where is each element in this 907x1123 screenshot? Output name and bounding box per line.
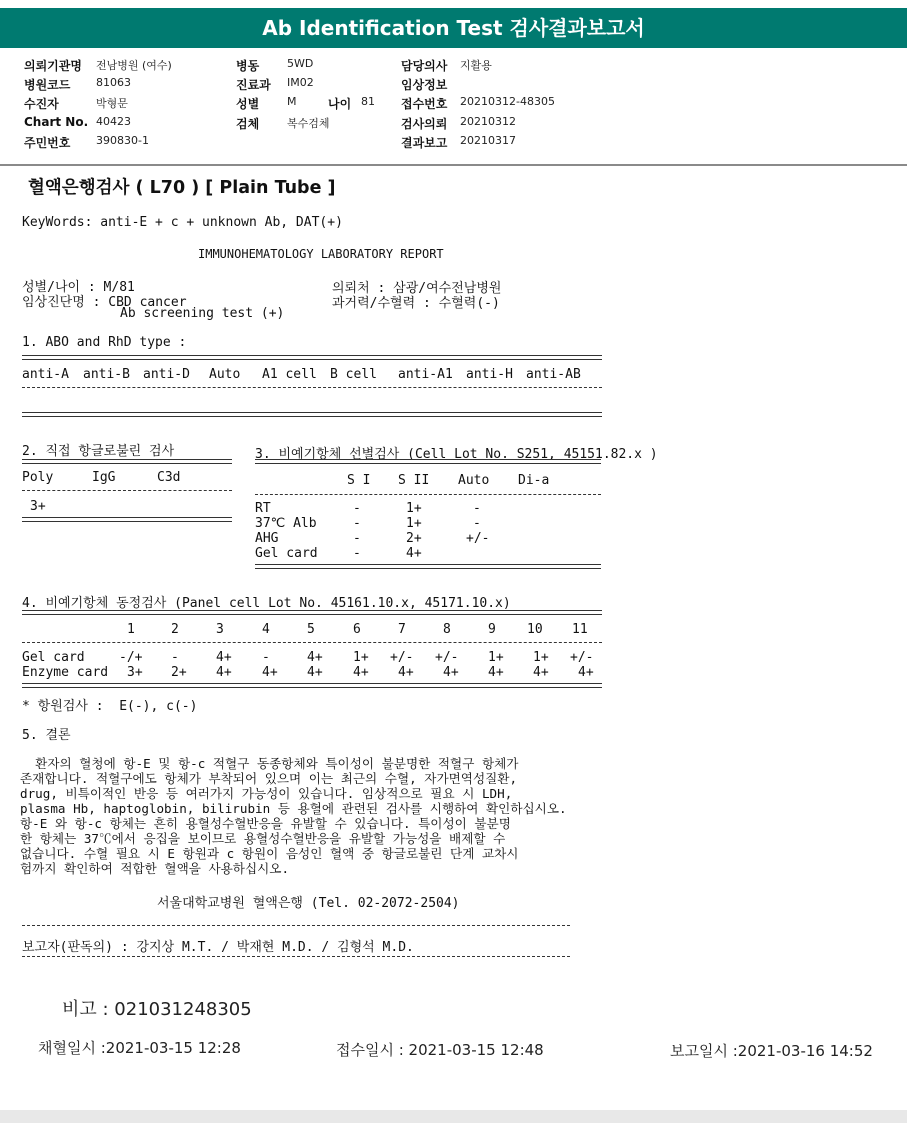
gel-card-value: 1+ (488, 650, 504, 665)
gel-card-value: - (262, 650, 270, 665)
conclusion-line: 없습니다. 수혈 필요 시 E 항원과 c 항원이 음성인 혈액 중 항글로불린 단계 교차시 (20, 846, 519, 861)
receipt-value: 20210312-48305 (460, 95, 555, 108)
gel-card-value: - (171, 650, 179, 665)
separator (255, 564, 601, 569)
s3-auto: - (473, 501, 481, 516)
gel-card-value: +/- (390, 650, 414, 665)
hospital-code-value: 81063 (96, 76, 131, 89)
reported-time: 보고일시 :2021-03-16 14:52 (670, 1042, 873, 1060)
age-value: 81 (361, 95, 375, 108)
s1-header: anti-A (22, 367, 69, 382)
conclusion-line: 험까지 확인하여 적합한 혈액을 사용하십시오. (20, 861, 290, 876)
s1-header: B cell (330, 367, 377, 382)
panel-cell-number: 6 (353, 622, 361, 637)
separator (22, 517, 232, 522)
institution-label: 의뢰기관명 (24, 59, 82, 73)
panel-cell-number: 5 (307, 622, 315, 637)
doctor-label: 담당의사 (401, 59, 448, 73)
enzyme-card-value: 4+ (533, 665, 549, 680)
s3-row-label: RT (255, 501, 271, 516)
panel-cell-number: 3 (216, 622, 224, 637)
s1-header: Auto (209, 367, 241, 382)
lab-report-title: IMMUNOHEMATOLOGY LABORATORY REPORT (198, 247, 444, 261)
recipient-label: 수진자 (24, 97, 59, 111)
enzyme-card-value: 4+ (216, 665, 232, 680)
s3-sii: 1+ (406, 501, 422, 516)
s3-header: S I (347, 473, 371, 488)
s3-si: - (353, 546, 361, 561)
conclusion-line: drug, 비특이적인 반응 등 여러가지 가능성이 있습니다. 임상적으로 필요 시 LDH, (20, 786, 513, 801)
hospital-code-label: 병원코드 (24, 78, 71, 92)
s1-header: anti-D (143, 367, 190, 382)
s3-sii: 2+ (406, 531, 422, 546)
enzyme-card-value: 4+ (307, 665, 323, 680)
s1-header: anti-H (466, 367, 513, 382)
keywords: KeyWords: anti-E + c + unknown Ab, DAT(+) (22, 215, 343, 230)
enzyme-card-value: 4+ (488, 665, 504, 680)
ward-value: 5WD (287, 57, 314, 70)
enzyme-card-value: 4+ (353, 665, 369, 680)
separator (22, 459, 232, 464)
sex-label: 성별 (236, 97, 260, 111)
s3-row-label: Gel card (255, 546, 318, 561)
panel-cell-number: 4 (262, 622, 270, 637)
info-divider (0, 164, 907, 166)
institution-value: 전남병원 (여수) (96, 59, 172, 72)
panel-cell-number: 11 (572, 622, 588, 637)
dat-poly-value: 3+ (30, 499, 46, 514)
gel-card-value: 4+ (216, 650, 232, 665)
s3-header: S II (398, 473, 430, 488)
separator (255, 494, 601, 495)
s3-sii: 1+ (406, 516, 422, 531)
s2-header: C3d (157, 470, 181, 485)
chart-label: Chart No. (24, 115, 89, 129)
s3-si: - (353, 531, 361, 546)
gel-card-value: 1+ (533, 650, 549, 665)
s1-header: A1 cell (262, 367, 317, 382)
diagnosis-2: Ab screening test (+) (120, 306, 285, 321)
conclusion-line: 항-E 와 항-c 항체는 흔히 용혈성수혈반응을 유발할 수 있습니다. 특이성이 불분명 (20, 816, 511, 831)
enzyme-card-label: Enzyme card (22, 665, 109, 680)
s1-header: anti-A1 (398, 367, 453, 382)
enzyme-card-value: 2+ (171, 665, 187, 680)
gel-card-value: 1+ (353, 650, 369, 665)
enzyme-card-value: 4+ (262, 665, 278, 680)
referral: 의뢰처 : 삼광/여수전남병원 (332, 281, 502, 296)
enzyme-card-value: 4+ (398, 665, 414, 680)
doctor-value: 지활용 (460, 59, 492, 72)
resident-label: 주민번호 (24, 136, 71, 150)
s3-si: - (353, 516, 361, 531)
section-1-title: 1. ABO and RhD type : (22, 335, 187, 350)
gel-card-value: +/- (435, 650, 459, 665)
antigen-test: * 항원검사 : E(-), c(-) (22, 699, 198, 714)
diagnosis: 임상진단명 : CBD cancer (22, 295, 187, 310)
panel-cell-number: 9 (488, 622, 496, 637)
ward-label: 병동 (236, 59, 260, 73)
specimen-value: 복수검체 (287, 117, 330, 130)
receipt-label: 접수번호 (401, 97, 448, 111)
section-2-title: 2. 직접 항글로불린 검사 (22, 444, 175, 459)
received-time: 접수일시 : 2021-03-15 12:48 (336, 1041, 544, 1059)
gel-card-label: Gel card (22, 650, 85, 665)
s3-auto: +/- (466, 531, 490, 546)
section-5-title: 5. 결론 (22, 728, 71, 743)
conclusion-line: plasma Hb, haptoglobin, bilirubin 등 용혈에 관련된 검사를 시행하여 확인하십시오. (20, 801, 567, 816)
separator (22, 683, 602, 688)
resident-value: 390830-1 (96, 134, 149, 147)
specimen-label: 검체 (236, 117, 260, 131)
history: 과거력/수혈력 : 수혈력(-) (332, 296, 500, 311)
enzyme-card-value: 4+ (578, 665, 594, 680)
s1-header: anti-AB (526, 367, 581, 382)
bottom-bar (0, 1110, 907, 1123)
conclusion-line: 한 항체는 37℃에서 응집을 보이므로 용혈성수혈반응을 유발할 가능성을 배제할 수 (20, 831, 506, 846)
s3-row-label: AHG (255, 531, 279, 546)
separator (22, 610, 602, 615)
panel-cell-number: 2 (171, 622, 179, 637)
patient-info-block (0, 54, 907, 164)
separator (22, 412, 602, 417)
separator (22, 490, 232, 491)
report-header-title: Ab Identification Test 검사결과보고서 (0, 8, 907, 48)
section-4-title: 4. 비예기항체 동정검사 (Panel cell Lot No. 45161.10.x, 45171.10.x) (22, 596, 511, 611)
separator (22, 355, 602, 360)
request-label: 검사의뢰 (401, 117, 448, 131)
s3-auto: - (473, 516, 481, 531)
enzyme-card-value: 3+ (127, 665, 143, 680)
panel-cell-number: 7 (398, 622, 406, 637)
panel-cell-number: 8 (443, 622, 451, 637)
panel-cell-number: 1 (127, 622, 135, 637)
separator (22, 956, 570, 957)
age-label: 나이 (328, 97, 352, 111)
panel-cell-number: 10 (527, 622, 543, 637)
report-date-label: 결과보고 (401, 136, 448, 150)
s3-row-label: 37℃ Alb (255, 516, 317, 531)
separator (255, 459, 601, 464)
s2-header: IgG (92, 470, 116, 485)
section-3-title: 3. 비예기항체 선별검사 (Cell Lot No. S251, 45151.82.x ) (255, 447, 658, 462)
institution-line: 서울대학교병원 혈액은행 (Tel. 02-2072-2504) (157, 896, 460, 911)
request-value: 20210312 (460, 115, 516, 128)
test-title: 혈액은행검사 ( L70 ) [ Plain Tube ] (28, 178, 336, 198)
s3-header: Di-a (518, 473, 550, 488)
dept-label: 진료과 (236, 78, 271, 92)
dept-value: IM02 (287, 76, 314, 89)
report-date-value: 20210317 (460, 134, 516, 147)
sex-value: M (287, 95, 297, 108)
s2-header: Poly (22, 470, 54, 485)
remark: 비고 : 021031248305 (62, 999, 252, 1020)
clinical-info-label: 임상정보 (401, 78, 448, 92)
enzyme-card-value: 4+ (443, 665, 459, 680)
recipient-value: 박형문 (96, 97, 128, 110)
sex-age: 성별/나이 : M/81 (22, 280, 135, 295)
chart-value: 40423 (96, 115, 131, 128)
separator (22, 642, 602, 643)
s1-header: anti-B (83, 367, 130, 382)
gel-card-value: -/+ (119, 650, 143, 665)
collected-time: 채혈일시 :2021-03-15 12:28 (38, 1039, 241, 1057)
separator (22, 387, 602, 388)
reporter: 보고자(판독의) : 강지상 M.T. / 박재현 M.D. / 김형석 M.D. (22, 940, 414, 955)
s3-sii: 4+ (406, 546, 422, 561)
conclusion-line: 환자의 혈청에 항-E 및 항-c 적혈구 동종항체와 특이성이 불분명한 적혈구 항체가 (20, 756, 519, 771)
gel-card-value: +/- (570, 650, 594, 665)
s3-si: - (353, 501, 361, 516)
gel-card-value: 4+ (307, 650, 323, 665)
conclusion-line: 존재합니다. 적혈구에도 항체가 부착되어 있으며 이는 최근의 수혈, 자가면역성질환, (20, 771, 518, 786)
s3-header: Auto (458, 473, 490, 488)
separator (22, 925, 570, 926)
